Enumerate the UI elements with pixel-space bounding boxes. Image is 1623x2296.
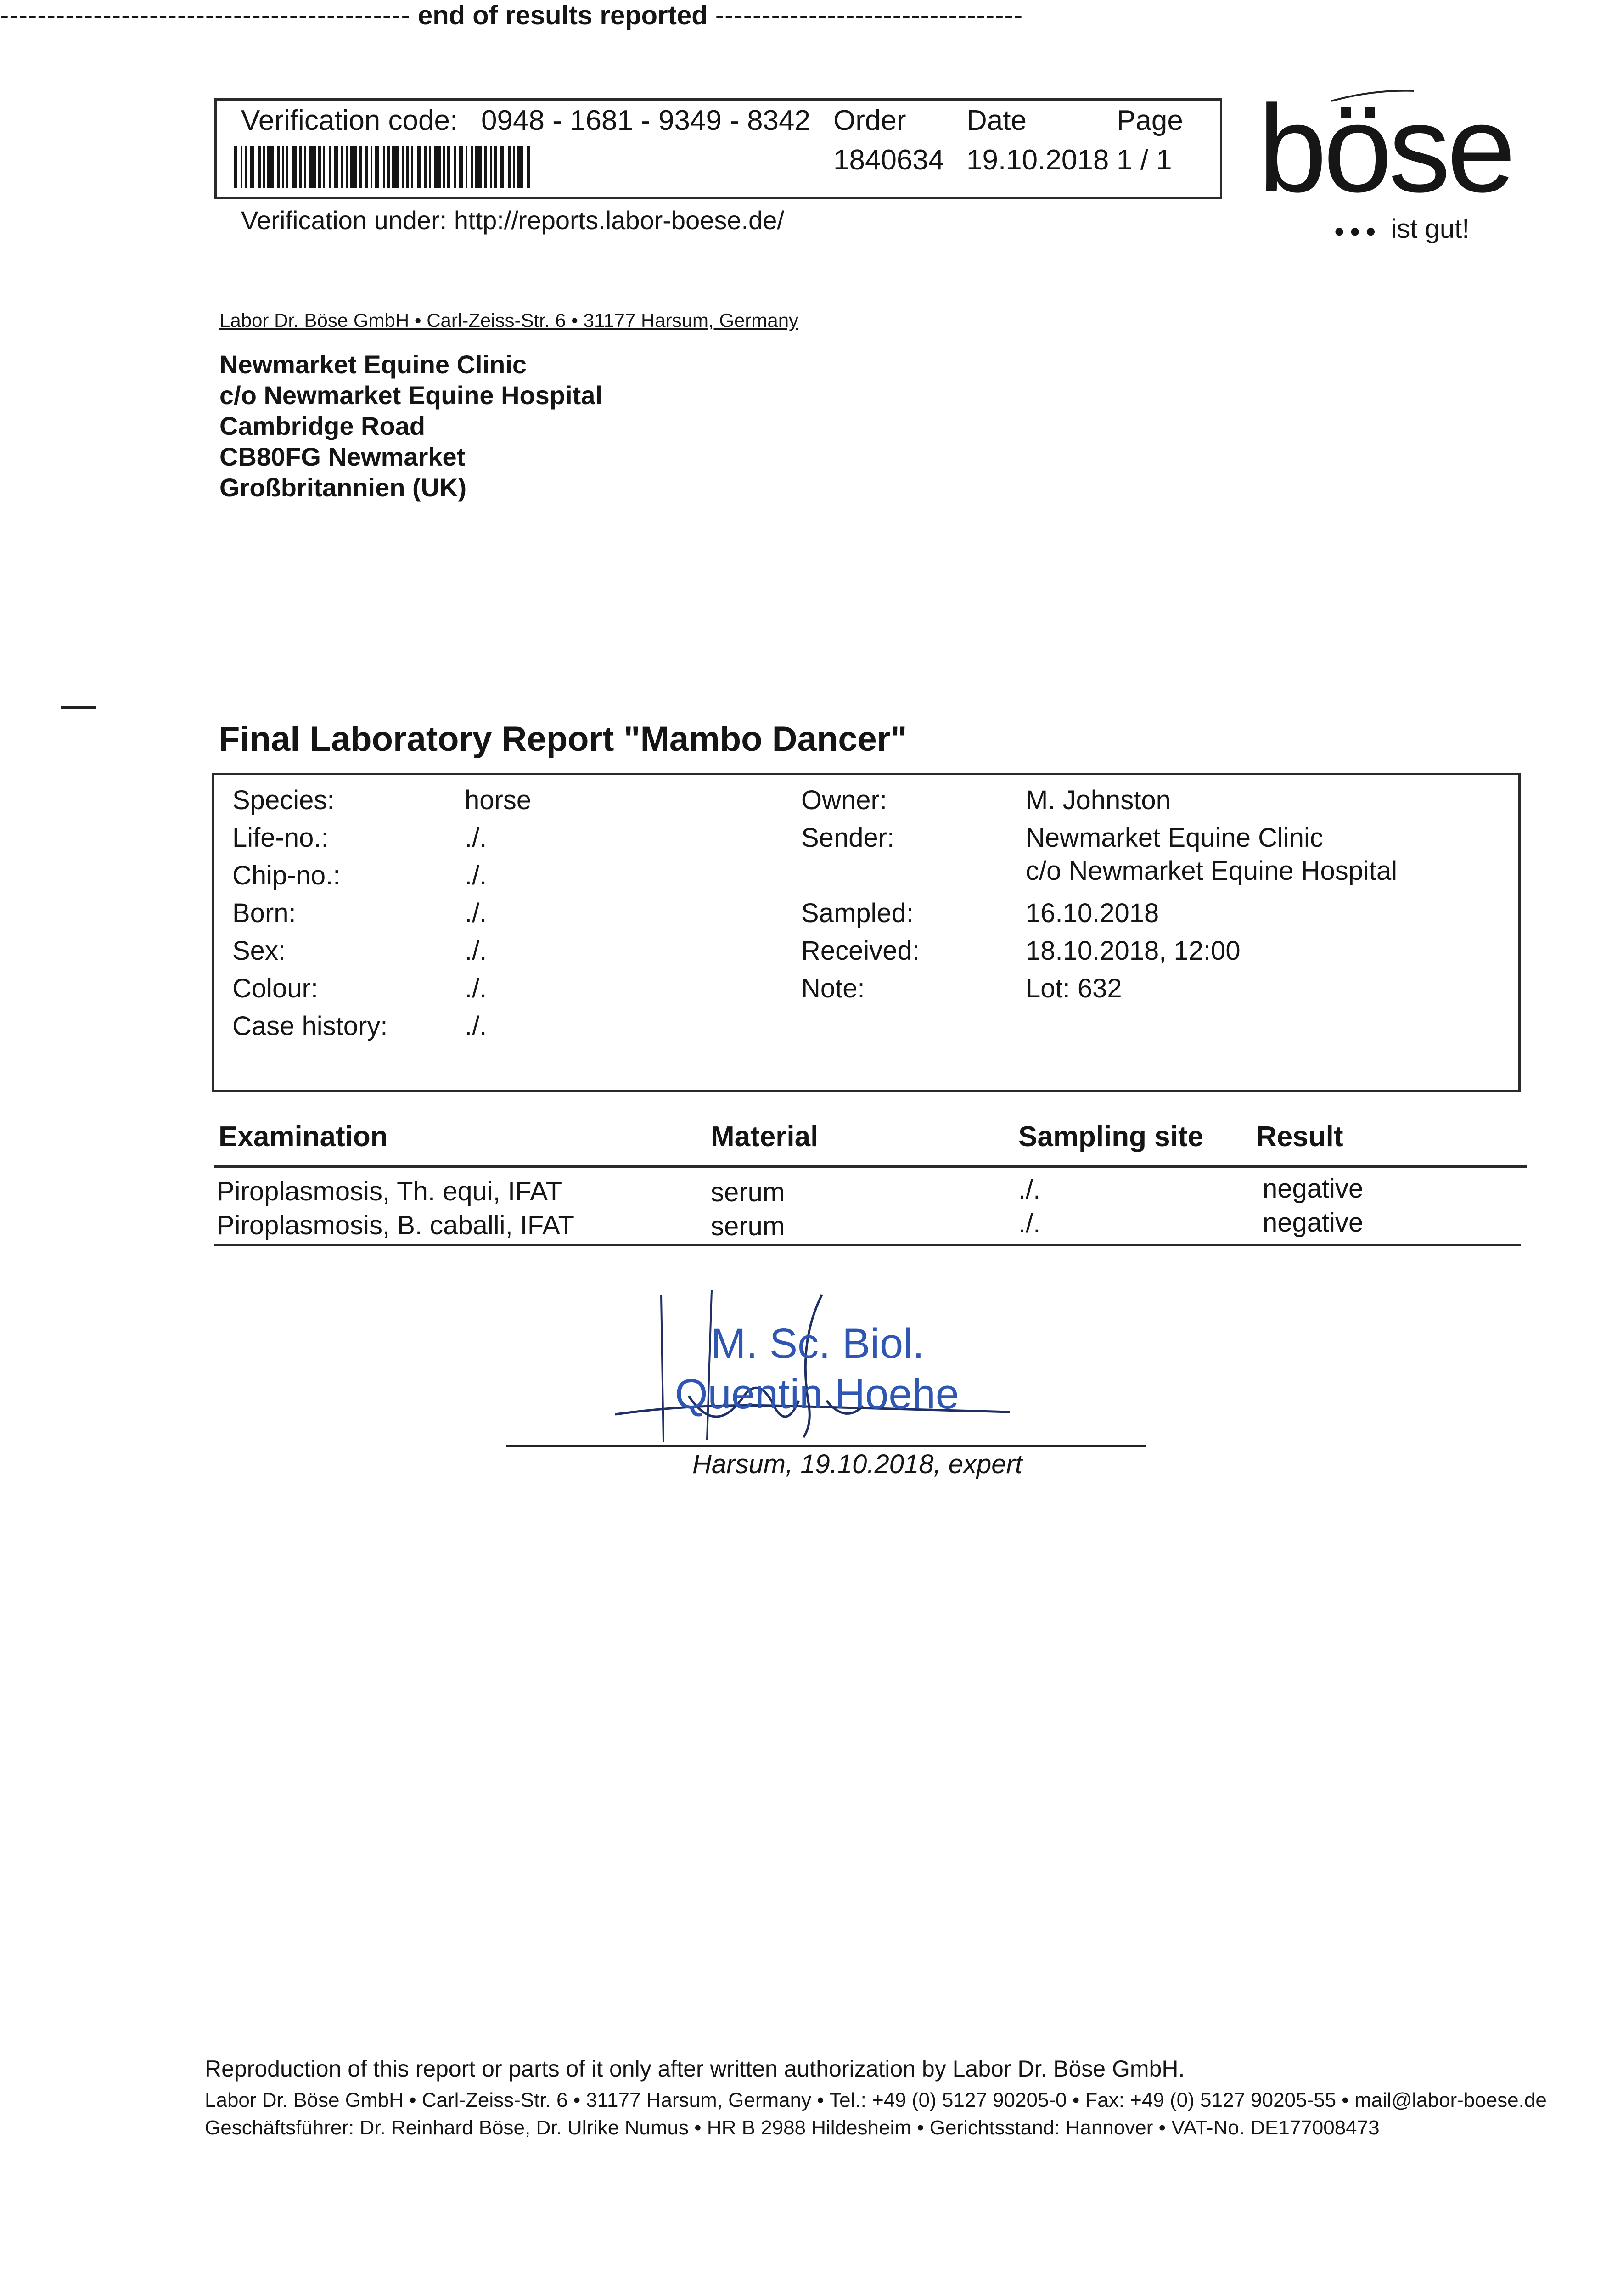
patient-info-box	[212, 773, 1521, 1092]
tagline-text: ist gut!	[1391, 214, 1470, 244]
footer-contact: Labor Dr. Böse GmbH • Carl-Zeiss-Str. 6 • 31177 Harsum, Germany • Tel.: +49 (0) 5127 90205-0 • Fax: +49 (0) 5127 90205-55 • mail@labor-boese.de	[205, 2089, 1547, 2111]
sampled-label: Sampled:	[801, 898, 914, 928]
left-dashes: --------------------------------------------	[0, 0, 410, 30]
stamp-title: M. Sc. Biol.	[711, 1320, 925, 1367]
page-number: 1 / 1	[1117, 144, 1172, 176]
col-header-result: Result	[1256, 1121, 1343, 1153]
order-label: Order	[833, 105, 906, 136]
row1-examination: Piroplasmosis, Th. equi, IFAT	[217, 1176, 562, 1206]
sender-line-1: Newmarket Equine Clinic	[1026, 823, 1323, 853]
table-bottom-rule	[214, 1244, 1521, 1246]
sex-value: ./.	[465, 936, 487, 966]
logo-wordmark: böse	[1258, 80, 1512, 218]
recipient-line: Newmarket Equine Clinic	[219, 350, 527, 379]
sex-label: Sex:	[232, 936, 286, 966]
signature-line	[506, 1445, 1146, 1447]
recipient-line: Cambridge Road	[219, 411, 426, 440]
verification-code: 0948 - 1681 - 9349 - 8342	[481, 105, 810, 136]
species-value: horse	[465, 785, 532, 815]
note-label: Note:	[801, 974, 865, 1003]
born-value: ./.	[465, 898, 487, 928]
barcode	[234, 146, 565, 188]
sampled-value: 16.10.2018	[1026, 898, 1159, 928]
row2-material: serum	[711, 1211, 785, 1241]
species-label: Species:	[232, 785, 335, 815]
verification-label: Verification code:	[241, 105, 458, 136]
recipient-line: CB80FG Newmarket	[219, 442, 466, 471]
order-number: 1840634	[833, 144, 944, 176]
footer-legal: Geschäftsführer: Dr. Reinhard Böse, Dr. Ulrike Numus • HR B 2988 Hildesheim • Gerichtsstand: Hannover • VAT-No. DE177008473	[205, 2116, 1380, 2139]
recipient-line: Großbritannien (UK)	[219, 473, 467, 502]
life-no-label: Life-no.:	[232, 823, 329, 853]
date-label: Date	[966, 105, 1027, 136]
owner-value: M. Johnston	[1026, 785, 1171, 815]
colour-label: Colour:	[232, 974, 318, 1003]
case-history-value: ./.	[465, 1011, 487, 1041]
fold-mark	[61, 706, 96, 709]
chip-no-label: Chip-no.:	[232, 861, 341, 890]
col-header-sampling-site: Sampling site	[1018, 1121, 1204, 1153]
row1-material: serum	[711, 1177, 785, 1207]
born-label: Born:	[232, 898, 296, 928]
row2-result: negative	[1263, 1208, 1364, 1238]
verification-url: Verification under: http://reports.labor-boese.de/	[241, 206, 784, 235]
report-date: 19.10.2018	[966, 144, 1109, 176]
report-title: Final Laboratory Report "Mambo Dancer"	[219, 720, 907, 759]
end-of-results-text: end of results reported	[417, 0, 708, 30]
signature-caption: Harsum, 19.10.2018, expert	[692, 1449, 1022, 1479]
row2-examination: Piroplasmosis, B. caballi, IFAT	[217, 1210, 574, 1240]
page-label: Page	[1117, 105, 1183, 136]
handwritten-signature	[606, 1286, 1047, 1451]
stamp-name: Quentin Hoehe	[675, 1371, 959, 1418]
logo-tagline	[1334, 216, 1469, 242]
logo-dots: ●●●	[1334, 220, 1381, 241]
case-history-label: Case history:	[232, 1011, 388, 1041]
right-dashes: ---------------------------------	[715, 0, 1023, 30]
received-value: 18.10.2018, 12:00	[1026, 936, 1241, 966]
owner-label: Owner:	[801, 785, 887, 815]
chip-no-value: ./.	[465, 861, 487, 890]
end-of-results-line	[0, 0, 1623, 31]
footer-reproduction-notice: Reproduction of this report or parts of it only after written authorization by Labor Dr. Böse GmbH.	[205, 2056, 1185, 2082]
recipient-address	[219, 349, 602, 503]
row2-site: ./.	[1018, 1209, 1041, 1238]
lab-address-line: Labor Dr. Böse GmbH • Carl-Zeiss-Str. 6 • 31177 Harsum, Germany	[219, 310, 799, 331]
sender-label: Sender:	[801, 823, 895, 853]
received-label: Received:	[801, 936, 920, 966]
recipient-line: c/o Newmarket Equine Hospital	[219, 381, 602, 410]
colour-value: ./.	[465, 974, 487, 1003]
table-header-rule	[214, 1165, 1527, 1168]
row1-site: ./.	[1018, 1175, 1041, 1204]
note-value: Lot: 632	[1026, 974, 1122, 1003]
col-header-examination: Examination	[219, 1121, 388, 1153]
sender-line-2: c/o Newmarket Equine Hospital	[1026, 856, 1398, 886]
col-header-material: Material	[711, 1121, 819, 1153]
row1-result: negative	[1263, 1174, 1364, 1204]
life-no-value: ./.	[465, 823, 487, 853]
